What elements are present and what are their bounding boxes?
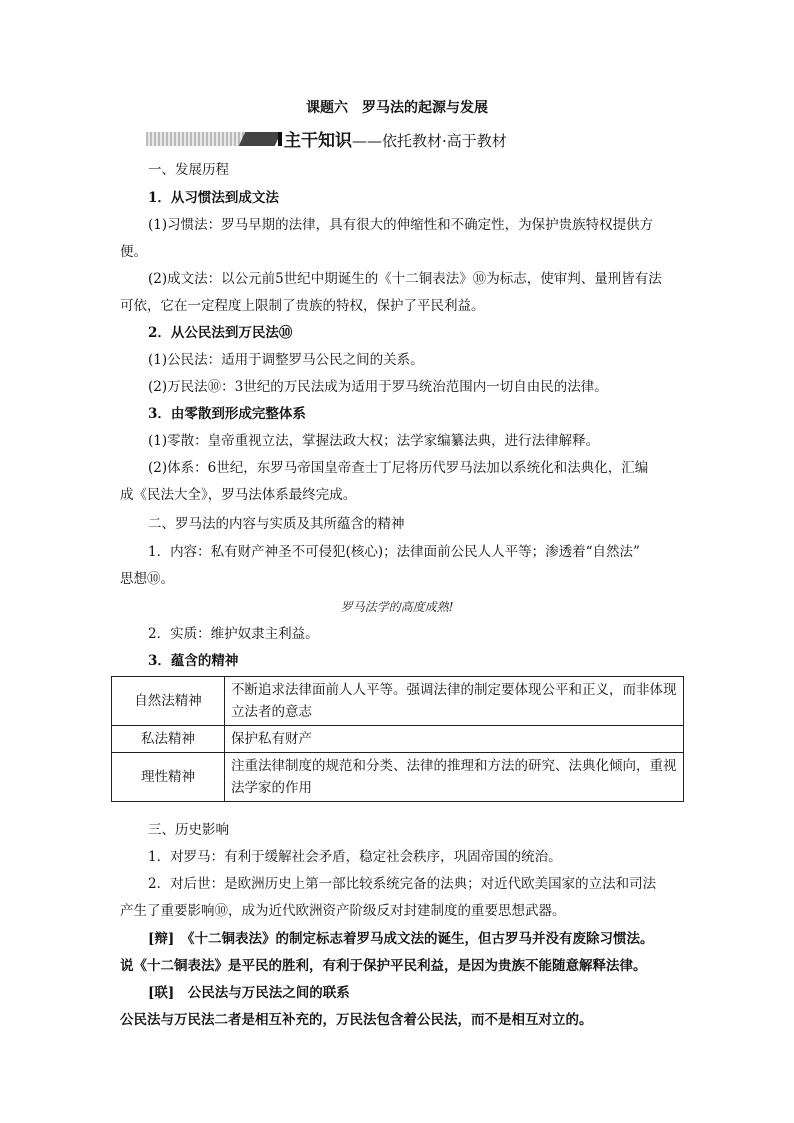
page-title: 课题六 罗马法的起源与发展	[306, 100, 488, 116]
handwritten-note: 罗马法学的高度成熟!	[340, 600, 454, 614]
paragraph-line: (1)零散：皇帝重视立法，掌握法政大权；法学家编纂法典，进行法律解释。	[148, 433, 600, 449]
banner-heading	[284, 126, 507, 151]
heading-3: 三、历史影响	[148, 822, 229, 838]
note-line: 公民法与万民法二者是相互补充的，万民法包含着公民法，而不是相互对立的。	[120, 1012, 593, 1028]
subheading: 2．从公民法到万民法⑩	[148, 325, 293, 341]
banner-divider	[278, 132, 282, 146]
subheading: 3．蕴含的精神	[148, 653, 239, 669]
paragraph-line: 2．实质：维护奴隶主利益。	[148, 626, 319, 642]
heading-1: 一、发展历程	[148, 162, 229, 178]
paragraph-line: 1．对罗马：有利于缓解社会矛盾，稳定社会秩序，巩固帝国的统治。	[148, 849, 562, 865]
note-line: 说《十二铜表法》是平民的胜利，有利于保护平民利益，是因为贵族不能随意解释法律。	[120, 958, 647, 974]
section-banner	[146, 128, 646, 152]
banner-slash	[239, 132, 282, 146]
subheading: 3．由零散到形成完整体系	[148, 406, 306, 422]
paragraph-line: 可依，它在一定程度上限制了贵族的特权，保护了平民利益。	[120, 298, 485, 314]
paragraph-line: (2)万民法⑩：3世纪的万民法成为适用于罗马统治范围内一切自由民的法律。	[148, 379, 608, 395]
paragraph-line: (2)体系：6世纪，东罗马帝国皇帝查士丁尼将历代罗马法加以系统化和法典化，汇编	[148, 460, 649, 476]
table-row	[112, 677, 684, 726]
paragraph-line: 思想⑩。	[120, 571, 174, 587]
table-row	[112, 753, 684, 802]
paragraph-line: 成《民法大全》，罗马法体系最终完成。	[120, 487, 357, 503]
banner-decoration	[146, 132, 246, 146]
table-key: 理性精神	[112, 753, 225, 802]
table-value: 保护私有财产	[225, 726, 684, 753]
banner-main: 主干知识	[284, 131, 352, 151]
table-row	[112, 726, 684, 753]
note-line: [辩] 《十二铜表法》的制定标志着罗马成文法的诞生，但古罗马并没有废除习惯法。	[148, 931, 654, 947]
table-value: 注重法律制度的规范和分类、法律的推理和方法的研究、法典化倾向，重视法学家的作用	[225, 753, 684, 802]
heading-2: 二、罗马法的内容与实质及其所蕴含的精神	[148, 516, 405, 532]
table-key: 私法精神	[112, 726, 225, 753]
paragraph-line: 2．对后世：是欧洲历史上第一部比较系统完备的法典；对近代欧美国家的立法和司法	[148, 876, 657, 892]
table-value: 不断追求法律面前人人平等。强调法律的制定要体现公平和正义，而非体现立法者的意志	[225, 677, 684, 726]
paragraph-line: 产生了重要影响⑩，成为近代欧洲资产阶级反对封建制度的重要思想武器。	[120, 903, 566, 919]
subheading: 1．从习惯法到成文法	[148, 190, 279, 206]
note-line: [联] 公民法与万民法之间的联系	[148, 985, 350, 1001]
spirit-table	[111, 676, 684, 802]
paragraph-line: (1)习惯法：罗马早期的法律，具有很大的伸缩性和不确定性，为保护贵族特权提供方	[148, 217, 654, 233]
paragraph-line: (1)公民法：适用于调整罗马公民之间的关系。	[148, 352, 424, 368]
paragraph-line: 1．内容：私有财产神圣不可侵犯(核心)；法律面前公民人人平等；渗透着“自然法”	[148, 544, 640, 560]
paragraph-line: (2)成文法：以公元前5世纪中期诞生的《十二铜表法》⑩为标志，使审判、量刑皆有法	[148, 271, 662, 287]
table-key: 自然法精神	[112, 677, 225, 726]
paragraph-line: 便。	[120, 244, 147, 260]
banner-sub: ——依托教材·高于教材	[352, 132, 507, 150]
